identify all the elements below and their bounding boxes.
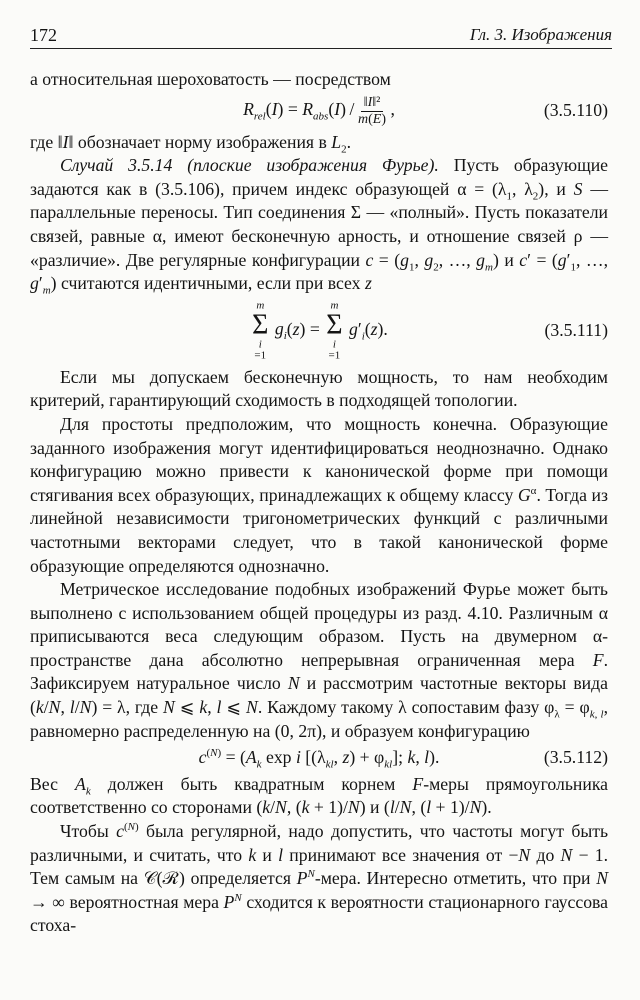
- paragraph: Вес $A_k$ должен быть квадратным корнем F-меры прямоугольника соответственно со сторонами (k/N, (k + 1)/N) и (l/N, (l + 1)/N).: [30, 773, 608, 818]
- equation-number: (3.5.111): [544, 319, 608, 340]
- formula: $c^{(N)} = (A_k$ exp i [($\lambda_{kl}$, $z) + \varphi_{kl}$]; k, l).: [198, 747, 440, 771]
- equation-3-5-110: [30, 95, 608, 128]
- case-title: Случай 3.5.14 (плоские изображения Фурье).: [60, 155, 439, 176]
- equation-3-5-112: [30, 746, 608, 770]
- paragraph: Для простоты предположим, что мощность конечна. Образующие заданного изображения могут идентифицироваться неоднозначно. Однако конфигурацию можно привести к канонической форме при помощи стягивания всех образующих, принадлежащих к общему классу $G^\alpha$. Тогда из линейной независимости тригонометрических функций с различными частотными векторами следует, что в такой канонической форме образующие определяются однозначно.: [30, 413, 608, 576]
- paragraph: где ‖I‖ обозначает норму изображения в $L_2$.: [30, 131, 352, 156]
- equation-3-5-111: [30, 299, 608, 363]
- paragraph: Метрическое исследование подобных изображений Фурье может быть выполнено с использованием общей процедуры из разд. 4.10. Различным α приписываются веса следующим образом. Пусть на двумерном α-пространстве дана абсолютно непрерывная ограниченная мера F. Зафиксируем натуральное число N и рассмотрим частотные векторы вида (k/N, l/N) = λ, где N ⩽ k, l ⩽ N. Каждому такому λ сопоставим фазу $\varphi_\lambda = \varphi_{k, l}$, равномерно распределенную на (0, 2π), и образуем конфигурацию: [30, 579, 609, 741]
- running-header: [30, 22, 612, 49]
- running-title: Гл. 3. Изображения: [469, 25, 612, 44]
- formula: $R_{rel}(I) = R_{abs}(I)$ / $\frac{\text{‖I‖²}}{m(E)}$ ,: [243, 94, 395, 127]
- page-number: 172: [30, 25, 57, 45]
- equation-number: (3.5.112): [543, 747, 608, 768]
- paragraph: Чтобы $c^{(N)}$ была регулярной, надо допустить, что частоты могут быть различными, и считать, что k и l принимают все значения от −N до N − 1. Тем самым на 𝒞(ℛ) определяется $P^N$-мера. Интересно отметить, что при N → ∞ вероятностная мера $P^N$ сходится к вероятности стационарного гауссова стоха-: [30, 821, 609, 936]
- paragraph: Если мы допускаем бесконечную мощность, то нам необходим критерий, гарантирующий сходимость в подходящей топологии.: [30, 366, 608, 411]
- formula: m Σ i =1 $g_i(z)$ = m Σ i =1 $g'_i(z)$.: [252, 299, 388, 362]
- equation-number: (3.5.110): [543, 100, 608, 121]
- paragraph: Случай 3.5.14 (плоские изображения Фурье). Пусть образующие задаются как в (3.5.106), причем индекс образующей $\alpha = (\lambda_1$, $\lambda_2$), и S — параллельные переносы. Тип соединения Σ — «полный». Пусть показатели связей, равные α, имеют бесконечную арность, и отношение связей ρ — «различие». Две регулярные конфигурации $c = (g_1$, $g_2$, …, $g_m$) и $c' = (g'_1$, …, $g'_m$) считаются идентичными, если при всех z: [30, 155, 609, 297]
- paragraph: а относительная шероховатость — посредством: [30, 69, 391, 89]
- page-body: [30, 68, 608, 938]
